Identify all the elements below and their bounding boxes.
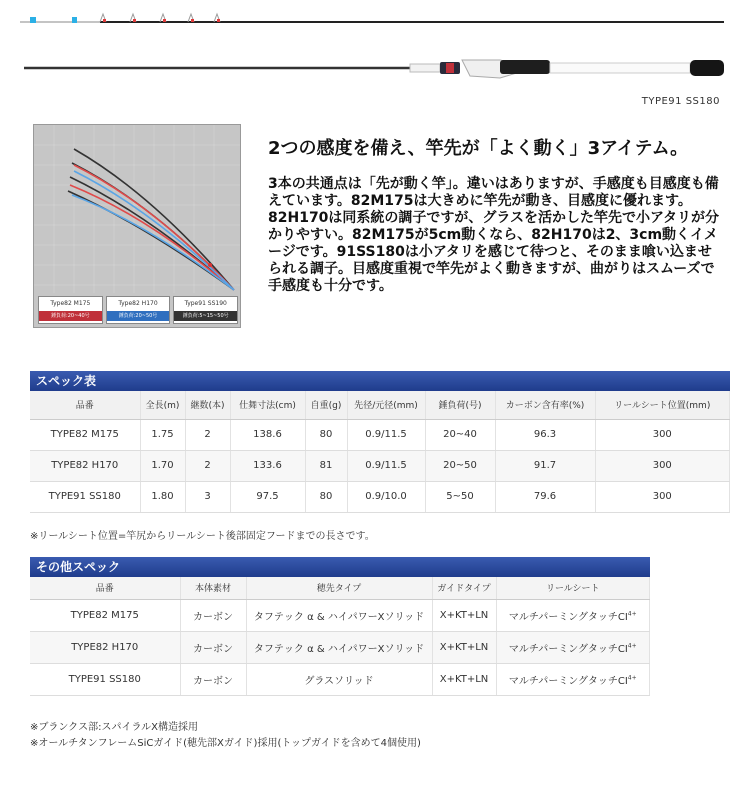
table-row: TYPE91 SS180 1.80 3 97.5 80 0.9/10.0 5~50 79.6 300 bbox=[30, 481, 730, 512]
column-header: 穂先タイプ bbox=[246, 577, 432, 599]
table-header-row bbox=[30, 577, 650, 599]
feature-headline: 2つの感度を備え、竿先が「よく動く」3アイテム。 bbox=[268, 138, 689, 159]
legend-item: Type82 M175 錘負荷:20~40号 bbox=[38, 296, 103, 324]
column-header: リールシート bbox=[496, 577, 650, 599]
legend-item: Type82 H170 錘負荷:20~50号 bbox=[106, 296, 171, 324]
table-header-row bbox=[30, 391, 730, 419]
table-row: TYPE82 H170 カーボン タフテック α & ハイパワーXソリッド X+KT+LN マルチパーミングタッチ$CI^{4+}$ bbox=[30, 631, 650, 663]
column-header: 自重(g) bbox=[305, 391, 347, 419]
table-row: TYPE91 SS180 カーボン グラスソリッド X+KT+LN マルチパーミングタッチ$CI^{4+}$ bbox=[30, 663, 650, 695]
rod-curve-illustration bbox=[33, 124, 241, 328]
legend-item: Type91 SS190 錘負荷:5~15~50号 bbox=[173, 296, 238, 324]
column-header: ガイドタイプ bbox=[432, 577, 496, 599]
column-header: カーボン含有率(%) bbox=[495, 391, 595, 419]
rod-illustration bbox=[0, 0, 740, 115]
rod-curve-graphic bbox=[34, 125, 240, 293]
column-header: 先径/元径(mm) bbox=[347, 391, 425, 419]
other-spec-section-title: その他スペック bbox=[30, 557, 650, 577]
table-row: TYPE82 M175 カーボン タフテック α & ハイパワーXソリッド X+KT+LN マルチパーミングタッチ$CI^{4+}$ bbox=[30, 599, 650, 631]
spec-table bbox=[30, 391, 730, 513]
column-header: 錘負荷(号) bbox=[425, 391, 495, 419]
blanks-note: ※ブランクス部:スパイラルX構造採用 bbox=[30, 722, 198, 733]
spec-section-title: スペック表 bbox=[30, 371, 730, 391]
column-header: 本体素材 bbox=[180, 577, 246, 599]
column-header: 仕舞寸法(cm) bbox=[230, 391, 305, 419]
rod-model-caption: TYPE91 SS180 bbox=[641, 96, 720, 107]
column-header: リールシート位置(mm) bbox=[595, 391, 730, 419]
table-row: TYPE82 M175 1.75 2 138.6 80 0.9/11.5 20~40 96.3 300 bbox=[30, 419, 730, 450]
column-header: 品番 bbox=[30, 391, 140, 419]
column-header: 品番 bbox=[30, 577, 180, 599]
rod-image-area bbox=[0, 0, 740, 115]
spec-note: ※リールシート位置=竿尻からリールシート後部固定フードまでの長さです。 bbox=[30, 531, 375, 542]
column-header: 全長(m) bbox=[140, 391, 185, 419]
guide-note: ※オールチタンフレームSiCガイド(穂先部Xガイド)採用(トップガイドを含めて4個使用) bbox=[30, 738, 421, 749]
other-spec-table bbox=[30, 577, 650, 696]
feature-description: 3本の共通点は「先が動く竿」。違いはありますが、手感度も目感度も備えています。82M175は大きめに竿先が動き、目感度に優れます。82H170は同系統の調子ですが、グラスを活かした竿先で小アタリが分かりやすい。82M175が5cm動くなら、82H170は2、3cm動くイメージです。91SS180は小アタリを感じて待つと、そのまま喰い込ませられる調子。目感度重視で竿先がよく動きますが、曲がりはスムーズで手感度も十分です。 bbox=[268, 176, 720, 294]
column-header: 継数(本) bbox=[185, 391, 230, 419]
curve-legend bbox=[38, 296, 238, 324]
table-row: TYPE82 H170 1.70 2 133.6 81 0.9/11.5 20~50 91.7 300 bbox=[30, 450, 730, 481]
